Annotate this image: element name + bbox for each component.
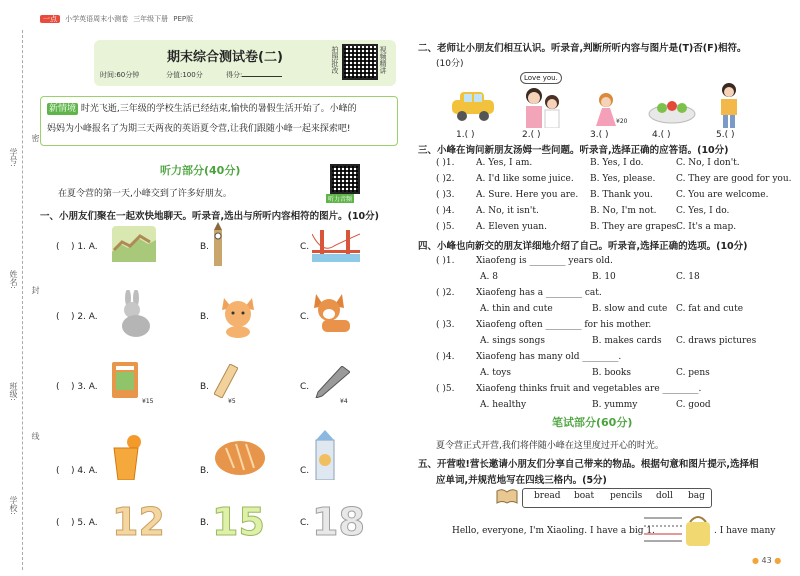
q1-row-4-b: B. [200,466,210,476]
big-ben-icon[interactable] [210,222,226,266]
price-c: ¥4 [340,398,348,405]
q4-title: 四、小峰也向新交的朋友详细地介绍了自己。听录音,选择正确的选项。(10分) [418,241,748,252]
writing-title: 笔试部分(60分) [552,416,633,429]
q4-option-c: C. draws pictures [676,336,757,346]
q2-blank-5[interactable]: 5.( ) [716,130,735,140]
q4-row-num[interactable]: ( )1. [436,256,455,266]
story-text-1: 时光飞逝,三年级的学校生活已经结束,愉快的暑假生活开始了。小峰的 [80,104,357,114]
q3-option-b: B. Thank you. [590,190,653,200]
q3-option-b: B. Yes, please. [590,174,656,184]
q3-row-num[interactable]: ( )2. [436,174,455,184]
price-a: ¥15 [142,398,154,405]
q3-option-b: B. They are grapes. [590,222,680,232]
golden-gate-icon[interactable] [312,228,360,262]
dog-icon[interactable] [312,292,354,338]
margin-seal-2: 封 [31,286,40,294]
q2-blank-1[interactable]: 1.( ) [456,130,475,140]
q3-row-num[interactable]: ( )3. [436,190,455,200]
q2-price: ¥20 [616,118,628,125]
grade: 三年级下册 [133,15,169,23]
q3-option-c: C. No, I don't. [676,158,740,168]
q1-row-1: ( ) 1. A. [56,242,98,252]
number-18[interactable]: 18 [312,500,365,544]
pencil-icon[interactable] [314,366,350,398]
qr2-text: 视频精讲 [379,46,387,74]
q3-option-b: B. No, I'm not. [590,206,657,216]
margin-seal-3: 线 [31,432,40,440]
q4-question: Xiaofeng thinks fruit and vegetables are ________. [476,384,702,394]
page-number-value: 43 [761,556,772,565]
q4-option-b: B. books [592,368,632,378]
got-blank[interactable] [242,76,282,77]
header-bar [40,6,193,25]
speech-bubble: Love you. [520,72,562,84]
q4-option-c: C. fat and cute [676,304,744,314]
word-4: doll [656,491,673,501]
listening-intro: 在夏令营的第一天,小峰交到了许多好朋友。 [58,189,232,199]
score-info: 分值:100分 [166,71,203,79]
story-box [40,96,398,146]
mother-daughter-icon[interactable] [518,84,566,128]
q3-option-a: A. No, it isn't. [476,206,539,216]
margin-seal-1: 密 [31,134,40,142]
q4-option-a: A. thin and cute [480,304,553,314]
q3-option-a: A. Yes, I am. [476,158,533,168]
q4-row-num[interactable]: ( )3. [436,320,455,330]
test-title: 期末综合测试卷(二) [167,50,283,65]
got-label: 得分: [226,71,243,79]
word-3: pencils [610,491,643,501]
q1-row-3: ( ) 3. A. [56,382,98,392]
q1-title: 一、小朋友们聚在一起欢快地聊天。听录音,选出与所听内容相符的图片。(10分) [40,211,380,222]
price-b: ¥5 [228,398,236,405]
q4-option-a: A. toys [480,368,511,378]
q2-blank-3[interactable]: 3.( ) [590,130,609,140]
q4-row-num[interactable]: ( )2. [436,288,455,298]
q4-row-num[interactable]: ( )4. [436,352,455,362]
q4-option-b: B. slow and cute [592,304,668,314]
q1-row-3-c: C. [300,382,310,392]
q3-row-num[interactable]: ( )1. [436,158,455,168]
listening-qr-text: 听力音频 [328,196,353,203]
time-info: 时间:60分钟 [100,71,140,79]
bag-icon [684,512,712,546]
margin-class: 班级: [9,382,18,401]
book-icon[interactable] [112,362,138,398]
q4-option-c: C. good [676,400,711,410]
q1-row-1-b: B. [200,242,210,252]
word-1: bread [534,491,561,501]
q4-option-a: A. sings songs [480,336,545,346]
q4-option-a: A. 8 [480,272,498,282]
writing-intro: 夏令营正式开营,我们将伴随小峰在这里度过开心的时光。 [436,441,664,451]
margin-name: 姓名: [9,270,18,289]
q3-option-b: B. Yes, I do. [590,158,644,168]
q1-row-2-b: B. [200,312,210,322]
q4-question: Xiaofeng often ________ for his mother. [476,320,652,330]
q1-row-4-num: 4. A. [77,466,98,476]
q1-row-5-b: B. [200,518,210,528]
q3-option-c: C. Yes, I do. [676,206,730,216]
q1-row-2-num: 2. A. [77,312,98,322]
page-number: ● 43 ● [752,556,782,565]
q5-sentence-end: . I have many [714,526,776,536]
q3-option-a: A. Eleven yuan. [476,222,547,232]
q1-row-1-c: C. [300,242,310,252]
got-info [226,70,282,80]
q3-option-a: A. Sure. Here you are. [476,190,579,200]
q3-option-c: C. You are welcome. [676,190,769,200]
q4-question: Xiaofeng has a ________ cat. [476,288,602,298]
ruler-icon[interactable] [214,364,238,398]
q1-row-4: ( ) 4. A. [56,466,98,476]
q5-sentence: Hello, everyone, I'm Xiaoling. I have a big 1. [452,526,655,536]
q3-row-num[interactable]: ( )4. [436,206,455,216]
q4-option-b: B. yummy [592,400,638,410]
q2-blank-4[interactable]: 4.( ) [652,130,671,140]
q4-question: Xiaofeng has many old ________. [476,352,622,362]
listening-qr-icon[interactable] [330,164,360,194]
salad-icon[interactable] [648,96,696,124]
writing-lines[interactable] [644,516,682,542]
q5-title-1: 五、开营啦!营长邀请小朋友们分享自己带来的物品。根据句意和图片提示,选择相 [418,459,759,470]
q3-option-c: C. They are good for you. [676,174,792,184]
q1-row-4-c: C. [300,466,310,476]
q4-option-b: B. 10 [592,272,616,282]
q2-title: 二、老师让小朋友们相互认识。听录音,判断所听内容与图片是(T)否(F)相符。 [418,43,747,54]
word-5: bag [688,491,705,501]
open-book-icon [496,488,518,504]
q3-option-c: C. It's a map. [676,222,737,232]
milk-icon[interactable] [312,430,338,480]
q1-row-3-num: 3. A. [77,382,98,392]
q4-option-a: A. healthy [480,400,527,410]
q2-points: (10分) [436,59,464,69]
brand-badge: 一点 [40,15,60,23]
q3-option-a: A. I'd like some juice. [476,174,574,184]
q1-row-3-b: B. [200,382,210,392]
story-text-2: 妈妈为小峰报名了为期三天两夜的英语夏令营,让我们跟随小峰一起来探索吧! [47,124,351,134]
q1-row-5: ( ) 5. A. [56,518,98,528]
q1-row-2-c: C. [300,312,310,322]
q1-row-1-num: 1. A. [77,242,98,252]
word-2: boat [574,491,595,501]
juice-icon[interactable] [112,434,146,480]
listening-title: 听力部分(40分) [160,164,241,177]
story-tag: 新情境 [49,104,77,114]
edition: PEP版 [173,15,194,23]
q3-row-num[interactable]: ( )5. [436,222,455,232]
qr-code-icon[interactable] [342,44,378,80]
qr1-text: 拍照批改 [331,46,339,74]
q4-row-num[interactable]: ( )5. [436,384,455,394]
q1-row-5-num: 5. A. [77,518,98,528]
series-name: 小学英语周末小测卷 [65,15,129,23]
car-icon[interactable] [450,88,496,122]
q4-question: Xiaofeng is ________ years old. [476,256,613,266]
rabbit-icon[interactable] [114,290,154,338]
q4-option-c: C. 18 [676,272,700,282]
binding-line [22,30,23,570]
q2-blank-2[interactable]: 2.( ) [522,130,541,140]
margin-student-no: 学号: [9,148,18,167]
cat-icon[interactable] [218,294,258,338]
q4-option-b: B. makes cards [592,336,662,346]
q5-title-2: 应单词,并规范地写在四线三格内。(5分) [436,475,607,486]
girl-icon[interactable] [716,82,742,128]
q1-row-2: ( ) 2. A. [56,312,98,322]
bread-icon[interactable] [214,438,266,476]
great-wall-icon[interactable] [112,226,156,262]
q1-row-5-c: C. [300,518,310,528]
q3-title: 三、小峰在询问新朋友汤姆一些问题。听录音,选择正确的应答语。(10分) [418,145,729,156]
q4-option-c: C. pens [676,368,710,378]
number-12[interactable]: 12 [112,500,165,544]
number-15[interactable]: 15 [212,500,265,544]
margin-school: 学校: [9,496,18,515]
